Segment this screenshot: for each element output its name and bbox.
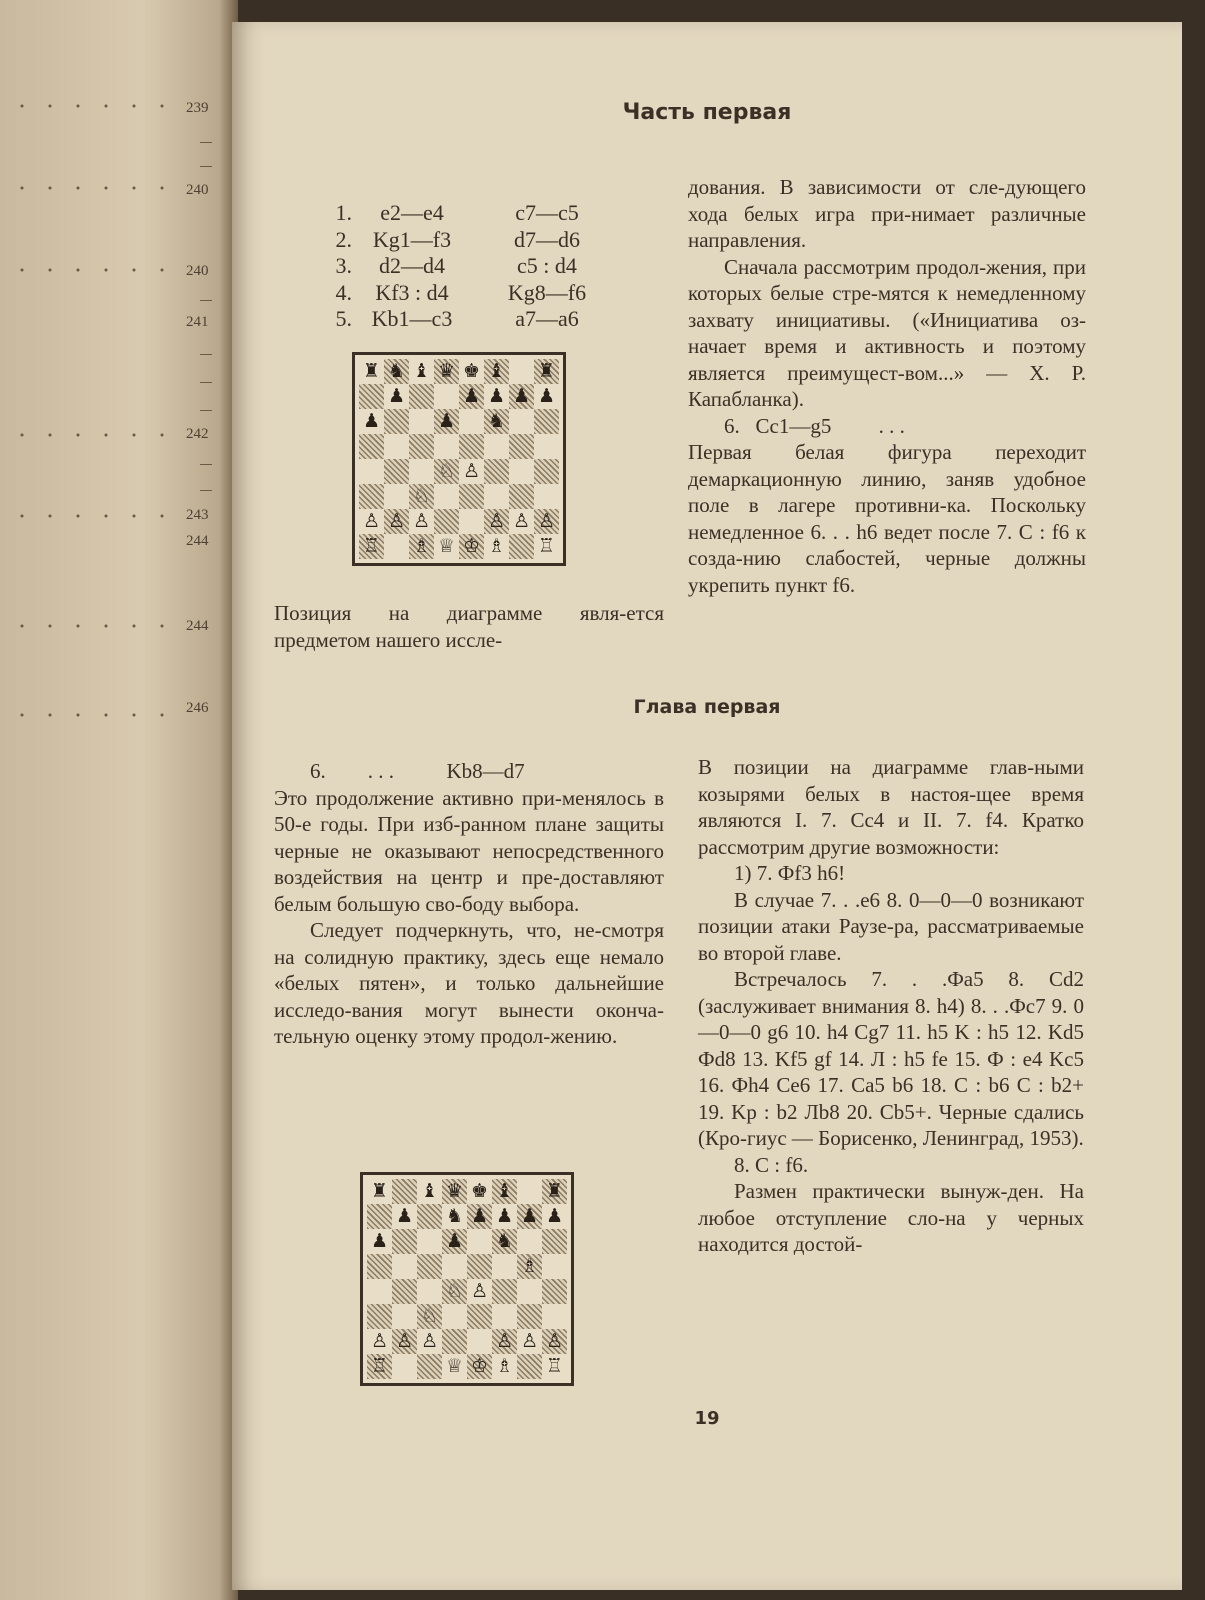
board-square — [509, 459, 534, 484]
board-square — [384, 534, 409, 559]
margin-number: 244 — [186, 618, 209, 634]
chapter-title: Глава первая — [633, 696, 781, 718]
chess-piece: ♔ — [459, 534, 484, 559]
board-square — [442, 1254, 467, 1279]
move-number: 3. — [335, 253, 352, 278]
margin-number: 244 — [186, 533, 209, 549]
margin-number: 240 — [186, 182, 209, 198]
board-square — [517, 1354, 542, 1379]
book-page — [232, 22, 1182, 1590]
chess-piece: ♛ — [442, 1179, 467, 1204]
chess-piece: ♙ — [392, 1329, 417, 1354]
board-square — [484, 484, 509, 509]
paragraph: Размен практически вынуж-ден. На любое отступление сло-на у черных находится достой- — [698, 1179, 1084, 1256]
chess-piece: ♙ — [484, 509, 509, 534]
board-square — [392, 1354, 417, 1379]
white-move: e2—e4 — [380, 200, 444, 225]
board-square — [367, 1204, 392, 1229]
chess-piece: ♘ — [434, 459, 459, 484]
board-square — [467, 1254, 492, 1279]
paragraph: Первая белая фигура переходит демаркационную линию, заняв удобное поле в лагере противни-ка. Поскольку немедленное 6. . . h6 ведет после 7. С : f6 к созда-нию слабостей, черные должны укрепить пункт f6. — [688, 440, 1086, 597]
board-square — [417, 1354, 442, 1379]
board-square — [417, 1254, 442, 1279]
board-square — [392, 1304, 417, 1329]
board-square — [409, 459, 434, 484]
board-square — [534, 409, 559, 434]
board-square — [392, 1179, 417, 1204]
paragraph: 8. C : f6. — [734, 1152, 809, 1177]
board-square — [442, 1304, 467, 1329]
board-square — [484, 434, 509, 459]
chess-piece: ♟ — [442, 1229, 467, 1254]
margin-number: 240 — [186, 263, 209, 279]
board-square — [492, 1304, 517, 1329]
board-square — [367, 1254, 392, 1279]
black-move: d7—d6 — [514, 226, 580, 252]
black-move: a7—a6 — [515, 306, 579, 331]
chess-piece: ♚ — [467, 1179, 492, 1204]
chess-piece: ♙ — [459, 459, 484, 484]
chess-piece: ♞ — [442, 1204, 467, 1229]
dot-leader — [8, 433, 178, 437]
board-square — [409, 409, 434, 434]
margin-dash — [200, 166, 212, 167]
opening-moves — [314, 200, 644, 333]
margin-number: 239 — [186, 100, 209, 116]
board-square — [417, 1279, 442, 1304]
board-square — [509, 484, 534, 509]
board-square — [359, 384, 384, 409]
chess-piece: ♝ — [409, 359, 434, 384]
chess-piece: ♟ — [367, 1229, 392, 1254]
chess-piece: ♙ — [542, 1329, 567, 1354]
paragraph: Встречалось 7. . .Фa5 8. Cd2 (заслуживает внимания 8. h4) 8. . .Фc7 9. 0—0—0 g6 10. h4 Cg7 11. h5 K : h5 12. Kd5 Фd8 13. Kf5 gf 14. Л : h5 fe 15. Ф : e4 Kc5 16. Фh4 Ce6 17. Ca5 b6 18. C : b6 C : b2+ 19. Kp : b2 Лb8 20. Cb5+. Черные сдались (Кро-гиус — Борисенко, Ленинград, 1953). — [698, 967, 1084, 1150]
move-row — [314, 306, 644, 333]
chess-piece: ♖ — [542, 1354, 567, 1379]
chess-piece: ♗ — [517, 1254, 542, 1279]
board-grid — [367, 1179, 567, 1379]
chess-piece: ♚ — [459, 359, 484, 384]
dot-leader — [8, 624, 178, 628]
chess-piece: ♟ — [459, 384, 484, 409]
chess-piece: ♟ — [517, 1204, 542, 1229]
chess-piece: ♜ — [534, 359, 559, 384]
paragraph: Сначала рассмотрим продол-жения, при которых белые стре-мятся к немедленному захвату инициативы. («Инициатива оз-начает время и активность и поэтому является преимущест-вом...» — Х. Р. Капабланка). — [688, 254, 1086, 411]
left-column-bottom — [274, 758, 664, 1050]
white-move: Kg1—f3 — [372, 226, 452, 252]
margin-dash — [200, 382, 212, 383]
diagram-caption: Позиция на диаграмме явля-ется предметом нашего иссле- — [274, 601, 664, 652]
board-square — [434, 484, 459, 509]
board-square — [359, 434, 384, 459]
chess-piece: ♗ — [492, 1354, 517, 1379]
chess-piece: ♙ — [517, 1329, 542, 1354]
move-number: 5. — [335, 306, 352, 331]
board-square — [509, 409, 534, 434]
board-square — [459, 484, 484, 509]
margin-dash — [200, 300, 212, 301]
white-move: Kf3 : d4 — [375, 279, 449, 305]
chess-piece: ♘ — [409, 484, 434, 509]
white-move: d2—d4 — [379, 253, 445, 278]
move-row — [314, 280, 644, 307]
chess-piece: ♕ — [442, 1354, 467, 1379]
chess-piece: ♟ — [484, 384, 509, 409]
move-number: 1. — [335, 200, 352, 225]
board-grid — [359, 359, 559, 559]
paragraph: дования. В зависимости от сле-дующего хода белых игра при-нимает различные направления. — [688, 175, 1086, 252]
chess-piece: ♗ — [409, 534, 434, 559]
black-move: Kg8—f6 — [507, 279, 587, 305]
move-row — [314, 253, 644, 280]
board-square — [434, 384, 459, 409]
chess-piece: ♞ — [484, 409, 509, 434]
right-column-bottom — [698, 754, 1084, 1258]
board-square — [384, 459, 409, 484]
chess-piece: ♟ — [534, 384, 559, 409]
margin-number: 243 — [186, 507, 209, 523]
chess-piece: ♟ — [492, 1204, 517, 1229]
board-square — [434, 434, 459, 459]
chess-piece: ♖ — [367, 1354, 392, 1379]
chess-piece: ♝ — [484, 359, 509, 384]
margin-dash — [200, 354, 212, 355]
chess-piece: ♘ — [442, 1279, 467, 1304]
board-square — [467, 1329, 492, 1354]
chess-piece: ♟ — [384, 384, 409, 409]
chess-piece: ♟ — [467, 1204, 492, 1229]
board-square — [459, 434, 484, 459]
board-square — [517, 1304, 542, 1329]
dot-leader — [8, 186, 178, 190]
margin-dash — [200, 464, 212, 465]
paragraph: В случае 7. . .e6 8. 0—0—0 возникают позиции атаки Раузе-ра, рассматриваемые во второй главе. — [698, 887, 1084, 965]
board-square — [392, 1279, 417, 1304]
board-square — [534, 434, 559, 459]
white-move: Kb1—c3 — [371, 306, 453, 331]
board-square — [359, 484, 384, 509]
paragraph: Это продолжение активно при-менялось в 50-е годы. При изб-ранном плане защиты черные не оказывают непосредственного воздействия на центр и пре-доставляют белым большую сво-боду выбора. — [274, 785, 664, 916]
move-line: 6. . . . Kb8—d7 — [310, 759, 525, 783]
chess-piece: ♝ — [492, 1179, 517, 1204]
chess-piece: ♛ — [434, 359, 459, 384]
board-square — [534, 459, 559, 484]
chess-piece: ♟ — [392, 1204, 417, 1229]
board-square — [467, 1304, 492, 1329]
margin-number: 242 — [186, 426, 209, 442]
chess-piece: ♙ — [492, 1329, 517, 1354]
margin-dash — [200, 490, 212, 491]
chess-diagram-2 — [360, 1172, 574, 1386]
board-square — [542, 1304, 567, 1329]
board-square — [509, 359, 534, 384]
board-square — [459, 509, 484, 534]
chess-piece: ♟ — [359, 409, 384, 434]
paragraph: 1) 7. Фf3 h6! — [734, 861, 846, 885]
black-move: c7—c5 — [515, 200, 579, 225]
board-square — [409, 434, 434, 459]
right-column-top — [688, 174, 1086, 598]
board-square — [434, 509, 459, 534]
board-square — [409, 384, 434, 409]
board-square — [359, 459, 384, 484]
margin-number: 241 — [186, 314, 209, 330]
chess-piece: ♙ — [467, 1279, 492, 1304]
chess-piece: ♘ — [417, 1304, 442, 1329]
board-square — [459, 409, 484, 434]
chess-piece: ♜ — [542, 1179, 567, 1204]
board-square — [384, 409, 409, 434]
board-square — [534, 484, 559, 509]
board-square — [542, 1229, 567, 1254]
chess-diagram-1 — [352, 352, 566, 566]
board-square — [509, 434, 534, 459]
board-square — [517, 1229, 542, 1254]
dot-leader — [8, 268, 178, 272]
board-square — [542, 1254, 567, 1279]
chess-piece: ♞ — [384, 359, 409, 384]
dot-leader — [8, 713, 178, 717]
chess-piece: ♖ — [534, 534, 559, 559]
chess-piece: ♟ — [542, 1204, 567, 1229]
chess-piece: ♔ — [467, 1354, 492, 1379]
board-square — [517, 1179, 542, 1204]
black-move: c5 : d4 — [517, 253, 577, 278]
move-number: 4. — [335, 279, 352, 305]
move-row — [314, 227, 644, 254]
chess-piece: ♞ — [492, 1229, 517, 1254]
move-row — [314, 200, 644, 227]
move-number: 2. — [335, 226, 352, 252]
chess-piece: ♙ — [409, 509, 434, 534]
part-title: Часть первая — [622, 100, 792, 125]
chess-piece: ♗ — [484, 534, 509, 559]
chess-piece: ♙ — [417, 1329, 442, 1354]
margin-number: 246 — [186, 700, 209, 716]
chess-piece: ♟ — [509, 384, 534, 409]
page-number: 19 — [694, 1408, 720, 1429]
margin-dash — [200, 410, 212, 411]
board-square — [517, 1279, 542, 1304]
board-square — [384, 484, 409, 509]
board-square — [384, 434, 409, 459]
board-square — [392, 1229, 417, 1254]
dot-leader — [8, 514, 178, 518]
board-square — [417, 1204, 442, 1229]
chess-piece: ♙ — [384, 509, 409, 534]
board-square — [417, 1229, 442, 1254]
board-square — [542, 1279, 567, 1304]
chess-piece: ♙ — [534, 509, 559, 534]
previous-page-edge — [0, 0, 238, 1600]
margin-dash — [200, 142, 212, 143]
board-square — [367, 1304, 392, 1329]
chess-piece: ♜ — [367, 1179, 392, 1204]
board-square — [509, 534, 534, 559]
board-square — [492, 1254, 517, 1279]
chess-piece: ♝ — [417, 1179, 442, 1204]
board-square — [367, 1279, 392, 1304]
move-line: 6. Cc1—g5 . . . — [724, 413, 905, 438]
board-square — [467, 1229, 492, 1254]
paragraph: Следует подчеркнуть, что, не-смотря на солидную практику, здесь еще немало «белых пятен», и только дальнейшие исследо-вания могут вынести оконча-тельную оценку этому продол-жению. — [274, 918, 664, 1048]
chess-piece: ♕ — [434, 534, 459, 559]
board-square — [442, 1329, 467, 1354]
dot-leader — [8, 104, 178, 108]
chess-piece: ♖ — [359, 534, 384, 559]
chess-piece: ♙ — [367, 1329, 392, 1354]
chess-piece: ♟ — [434, 409, 459, 434]
board-square — [492, 1279, 517, 1304]
chess-piece: ♙ — [359, 509, 384, 534]
board-square — [484, 459, 509, 484]
chess-piece: ♙ — [509, 509, 534, 534]
chess-piece: ♜ — [359, 359, 384, 384]
board-square — [392, 1254, 417, 1279]
paragraph: В позиции на диаграмме глав-ными козырями белых в настоя-щее время являются I. 7. Cc4 и II. 7. f4. Кратко рассмотрим другие возможности: — [698, 755, 1084, 859]
